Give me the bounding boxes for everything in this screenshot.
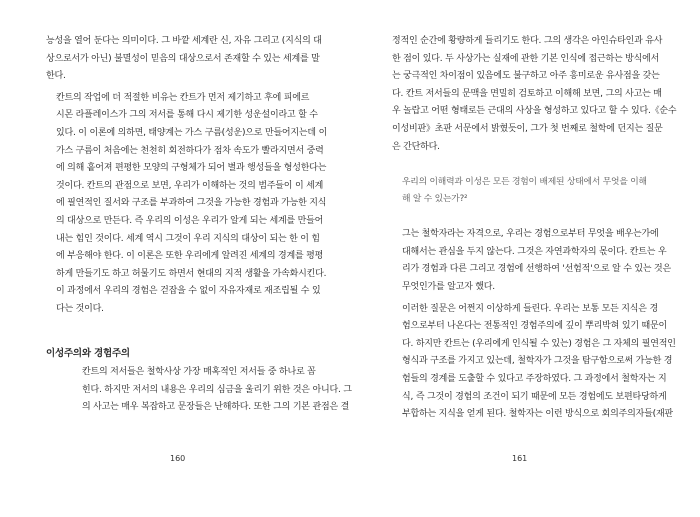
- text-line: 다는 것이다.: [56, 303, 104, 314]
- text-line: 의 사고는 매우 복잡하고 문장들은 난해하다. 또한 그의 기본 관점은 결: [82, 402, 350, 413]
- text-line: 은 간단하다.: [392, 141, 440, 152]
- text-line: 하게 만들기도 하고 허물기도 하면서 현대의 지적 생활을 가속화시킨다.: [56, 268, 327, 279]
- block-quote: [392, 174, 654, 208]
- text-line: 의 대상으로 만든다. 즉 우리의 이성은 우리가 알게 되는 세계를 만들어: [56, 215, 324, 226]
- text-line: 부합하는 지식을 얻게 된다. 철학자는 이런 방식으로 회의주의자들(재판: [402, 409, 673, 420]
- paragraph: [392, 33, 677, 156]
- paragraph: [392, 301, 676, 424]
- page-number: 160: [170, 454, 186, 463]
- text-line: 그는 철학자라는 자격으로, 우리는 경험으로부터 무엇을 배우는가에: [402, 229, 659, 240]
- text-line: 에 필연적인 질서와 구조를 부과하여 그것을 가능한 경험과 가능한 지식: [56, 198, 327, 209]
- text-line: 우 놀랍고 어떤 형태로든 근대의 사상을 형성하고 있다고 할 수 있다.《순수: [392, 106, 677, 117]
- text-line: 시몬 라플레이스가 그의 저서를 통해 다시 제기한 성운설이라고 할 수: [56, 110, 318, 121]
- text-line: 이 과정에서 우리의 경험은 걷잡을 수 없이 자유자재로 재조립될 수 있: [56, 286, 321, 297]
- paragraph: [392, 226, 671, 296]
- text-line: 가스 구름이 처음에는 천천히 회전하다가 점차 속도가 빨라지면서 중력: [56, 145, 324, 156]
- text-line: 한 점이 있다. 두 사상가는 실재에 관한 기본 인식에 접근하는 방식에서: [392, 53, 660, 64]
- section-heading: 이성주의와 경험주의: [46, 347, 130, 359]
- paragraph: [46, 364, 352, 417]
- page-number: 161: [512, 454, 528, 463]
- text-line: 대해서는 관심을 두지 않는다. 그것은 자연과학자의 몫이다. 칸트는 우: [402, 246, 667, 257]
- right-page: [350, 0, 700, 517]
- text-line: 이성비판》초판 서문에서 밝혔듯이, 그가 첫 번째로 철학에 던지는 질문: [392, 123, 663, 134]
- text-line: 해 알 수 있는가?²: [402, 194, 468, 205]
- text-line: 우리의 이해력과 이성은 모든 경험이 배제된 상태에서 무엇을 이해: [402, 177, 647, 188]
- text-line: 상으로서가 아닌) 불멸성이 믿음의 대상으로서 존재할 수 있는 세계를 말: [46, 53, 320, 64]
- text-line: 는 궁극적인 차이점이 있음에도 불구하고 아주 흥미로운 유사점을 갖는: [392, 71, 660, 82]
- left-page-body: [46, 33, 352, 421]
- paragraph: [46, 90, 328, 319]
- text-line: 것이다. 칸트의 관점으로 보면, 우리가 이해하는 것의 범주들이 이 세계: [56, 180, 324, 191]
- text-line: 칸트의 저서들은 철학사상 가장 매혹적인 저서들 중 하나로 꼽: [82, 367, 316, 378]
- text-line: 내는 힘인 것이다. 세계 역시 그것이 우리 지식의 대상이 되는 한 이 힘: [56, 233, 320, 244]
- text-line: 칸트의 작업에 더 적절한 비유는 칸트가 먼저 제기하고 후에 피에르: [56, 92, 310, 103]
- text-line: 리가 경험과 다른 그리고 경험에 선행하여 '선험적'으로 알 수 있는 것은: [402, 264, 671, 275]
- text-line: 형식과 구조를 가지고 있는데, 철학자가 그것을 탐구함으로써 가능한 경: [402, 356, 673, 367]
- text-line: 한다.: [46, 71, 66, 82]
- text-line: 험들의 경계를 도출할 수 있다고 주장하였다. 그 과정에서 철학자는 지: [402, 373, 667, 384]
- paragraph: [46, 33, 322, 86]
- text-line: 힌다. 하지만 저서의 내용은 우리의 심금을 울리기 위한 것은 아니다. 그: [82, 384, 352, 395]
- text-line: 식, 즉 그것이 경험의 조건이 되기 때문에 모든 경험에도 보편타당하게: [402, 391, 667, 402]
- text-line: 다. 칸트 저서들의 문맥을 면밀히 검토하고 이해해 보면, 그의 사고는 매: [392, 88, 662, 99]
- text-line: 무엇인가를 알고자 했다.: [402, 281, 495, 292]
- text-line: 정적인 순간에 황량하게 들리기도 한다. 그의 생각은 아인슈타인과 유사: [392, 36, 663, 46]
- text-line: 험으로부터 나온다는 전통적인 경험주의에 깊이 뿌리박혀 있기 때문이: [402, 321, 667, 332]
- text-line: 능성을 열어 둔다는 의미이다. 그 바깥 세계란 신, 자유 그리고 (지식의 대: [46, 36, 322, 46]
- text-line: 에 의해 흩어져 편평한 모양의 구형체가 되어 별과 행성들을 형성한다는: [56, 163, 327, 174]
- right-page-body: [392, 33, 677, 428]
- text-line: 다. 하지만 칸트는 (우리에게 인식될 수 있는) 경험은 그 자체의 필연적인: [402, 338, 676, 349]
- text-line: 있다. 이 이론에 의하면, 태양계는 가스 구름(성운)으로 만들어지는데 이: [56, 127, 328, 138]
- text-line: 이러한 질문은 어쩐지 이상하게 들린다. 우리는 보통 모든 지식은 경: [402, 303, 658, 314]
- text-line: 에 부응해야 한다. 이 이론은 또한 우리에게 알려진 세계의 경계를 평평: [56, 251, 324, 262]
